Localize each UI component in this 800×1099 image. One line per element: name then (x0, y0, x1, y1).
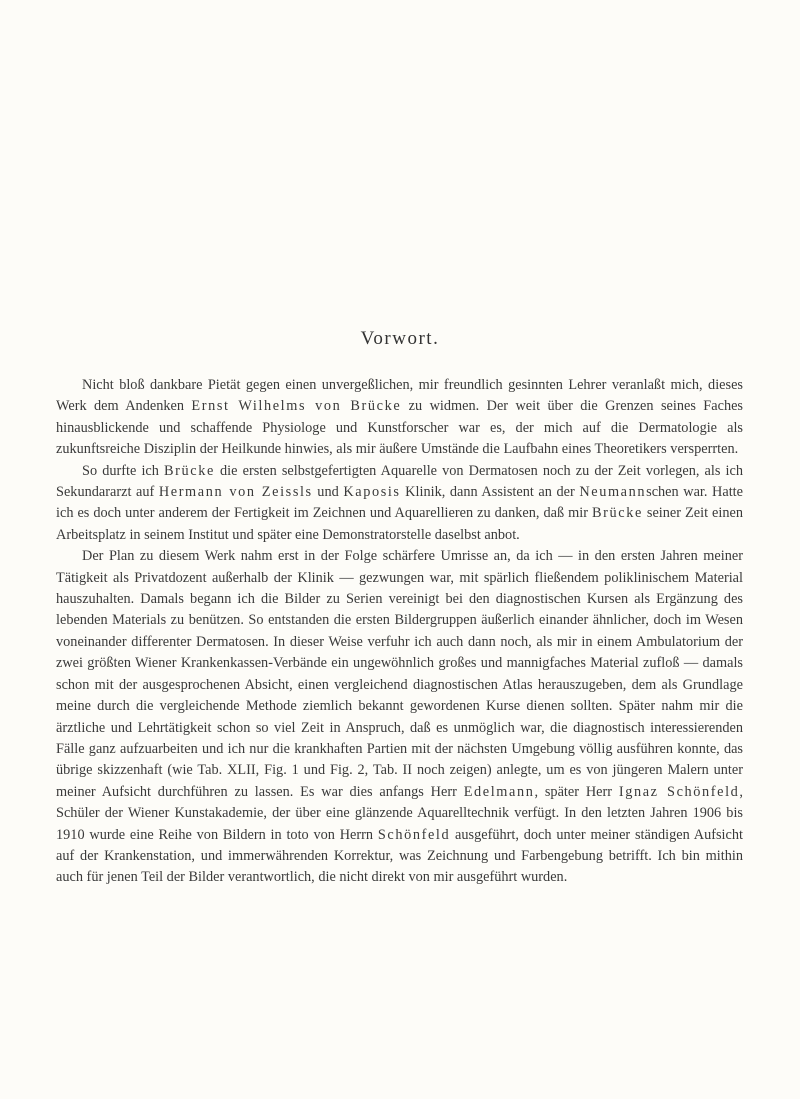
spaced-name: Neumann (579, 484, 647, 501)
text-run: ausgeführt, doch unter meiner ständigen Aufsicht auf der Krankenstation, und immerwährenden Korrektur, was Zeichnung und Farbengebung betrifft. Ich bin mithin auch für jenen Teil der Bilder verantwortlich, die nicht direkt von mir ausgeführt wurden. (56, 826, 743, 886)
paragraph (56, 461, 743, 547)
spaced-name: Kaposis (343, 484, 401, 501)
spaced-name: Ernst Wilhelms von Brücke (191, 398, 402, 415)
text-run: Klinik, dann Assistent an der (400, 484, 580, 501)
page-title: Vorwort. (360, 328, 440, 349)
spaced-name: Schönfeld (377, 826, 451, 843)
body-text (56, 375, 743, 889)
text-run: seiner Zeit einen Arbeitsplatz in seinem Institut und später eine Demonstratorstelle daselbst anbot. (56, 505, 744, 543)
spaced-name: Brücke (592, 505, 643, 522)
text-run: schen war. Hatte ich es doch unter anderem der Fertigkeit im Zeichnen und Aquarellieren zu danken, daß mir (56, 484, 743, 522)
text-run: die ersten selbstgefertigten Aquarelle von Dermatosen noch zu der Zeit vorlegen, als ich Sekundararzt auf (56, 462, 743, 501)
spaced-name: Ignaz Schönfeld (618, 783, 740, 800)
text-run: , Schüler der Wiener Kunstakademie, der über eine glänzende Aquarelltechnik verfügt. In den letzten Jahren 1906 bis 1910 wurde eine Reihe von Bildern in toto von Herrn (56, 783, 743, 843)
paragraph (56, 546, 743, 889)
text-run: So durfte ich (82, 462, 165, 479)
text-run: , später Herr (534, 783, 619, 800)
text-run: und (312, 484, 344, 501)
text-run: Der Plan zu diesem Werk nahm erst in der Folge schärfere Umrisse an, da ich — in den ersten Jahren meiner Tätigkeit als Privatdozent außerhalb der Klinik — gezwungen war, mit spärlich fließendem poliklinischem Material hauszuhalten. Damals begann ich die Bilder zu Serien vereinigt bei den diagnostischen Kursen als Ergänzung des lebenden Materials zu benützen. So entstanden die ersten Bildergruppen äußerlich einander ähnlicher, doch im Wesen voneinander differenter Dermatosen. In dieser Weise verfuhr ich auch dann noch, als mir in einem Ambulatorium der zwei größten Wiener Krankenkassen-Verbände ein ungewöhnlich großes und mannigfaches Material zufloß — damals schon mit der ausgesprochenen Absicht, einen vergleichend diagnostischen Atlas herauszugeben, dem als Grundlage meine durch die vergleichende Methode ziemlich bekannt gewordenen Kurse dienen sollten. Später nahm mir die ärztliche und Lehrtätigkeit schon so viel Zeit in Anspruch, daß es unmöglich war, die diagnostisch interessierenden Fälle ganz aufzuarbeiten und ich nur die krankhaften Partien mit der nächsten Umgebung völlig ausführen konnte, das übrige skizzenhaft (wie Tab. XLII, Fig. 1 und Fig. 2, Tab. II noch zeigen) anlegte, um es von jüngeren Malern unter meiner Aufsicht durchführen zu lassen. Es war dies anfangs Herr (56, 548, 743, 800)
spaced-name: Brücke (164, 462, 215, 479)
spaced-name: Hermann von Zeissls (158, 484, 313, 501)
paragraph (56, 375, 743, 461)
text-run: Nicht bloß dankbare Pietät gegen einen unvergeßlichen, mir freundlich gesinnten Lehrer veranlaßt mich, dieses Werk dem Andenken (56, 377, 743, 415)
text-run: zu widmen. Der weit über die Grenzen seines Faches hinausblickende und schaffende Physiologe und Kunstforscher war es, der mich auf die Dermatologie als zukunftsreiche Disziplin der Heilkunde hinwies, als mir äußere Umstände die Laufbahn eines Theoretikers versperrten. (56, 398, 743, 458)
spaced-name: Edelmann (463, 783, 535, 800)
